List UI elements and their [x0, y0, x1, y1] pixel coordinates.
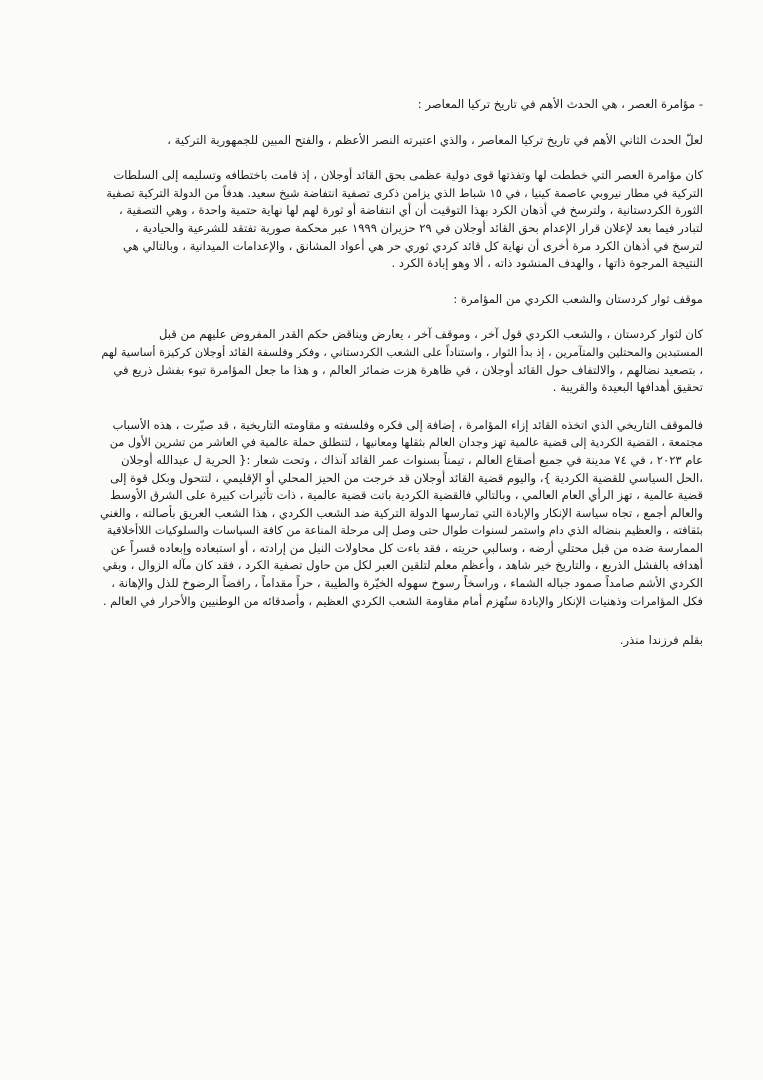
paragraph-conspiracy [100, 167, 703, 273]
paragraph-historic-stance [100, 417, 703, 611]
paragraph-line: الكردي الأشم صامداً صمود جباله الشماء ، وراسخاً رسوخ سهوله الخيّرة والطيبة ، حراً مقداماً ، رافضاً الرضوخ للذل والإهانة ، [111, 576, 703, 591]
paragraph-line: التركية في مطار نيروبي عاصمة كينيا ، في ١٥ شباط الذي يزامن ذكرى تصفية انتفاضة شيخ سعيد. هدفاً من الدولة التركية تصفية [106, 185, 703, 200]
paragraph-line: لترسخ في أذهان الكرد مرة أخرى أن نهاية كل قائد كردي ثوري حر هي أعواد المشانق ، والإعدامات الميدانية ، وبالتالي هي [122, 238, 703, 253]
paragraph-line: قضية عالمية ، تهز الرأي العام العالمي ، وبالتالي فالقضية الكردية باتت قضية عالمية ، ذات تأثيرات كبيرة على الشرق الأوسط [110, 488, 703, 503]
article-heading: - مؤامرة العصر ، هي الحدث الأهم في تاريخ تركيا المعاصر : [417, 97, 703, 111]
paragraph-line: ،الحل السياسي للقضية الكردية }، واليوم قضية القائد أوجلان قد خرجت من الحيز المحلي أو الإقليمي ، لتتحول وبكل قوة إلى [110, 470, 703, 485]
paragraph-line: كان مؤامرة العصر التي خططت لها وتفذتها قوى دولية عظمى بحق القائد أوجلان ، إذ قامت باختطافه وتسليمه إلى السلطات [113, 168, 703, 183]
paragraph-line: الممارسة ضده من قبل محتلي أرضه ، وسالبي حريته ، فقد باءت كل محاولات النيل من إرادته ، أو استبعاده وإبعاده قسراً عن [110, 540, 703, 555]
paragraph-line: أهدافه بالفشل الذريع ، والتاريخ خير شاهد ، وأعظم معلم لتلقين العبر لكل من حاول تصفية الكرد ، فقد كان مآله الزوال ، وبقي [102, 558, 703, 573]
paragraph-line: النتيجة المرجوة ذاتها ، والهدف المنشود ذاته ، ألا وهو إبادة الكرد . [391, 256, 703, 271]
paragraph-line: كان لثوار كردستان ، والشعب الكردي قول آخر ، وموقف آخر ، يعارض ويناقض حكم القدر المفروض عليهم من قبل [159, 327, 703, 342]
section-heading: موقف ثوار كردستان والشعب الكردي من المؤامرة : [453, 291, 703, 306]
paragraph-line: مجتمعة ، القضية الكردية إلى قضية عالمية تهز وجدان العالم بثقلها ومعانيها ، لتنطلق حملة عالمية في العاشر من تشرين الأول من [109, 436, 703, 450]
paragraph-line: لتبادر فيما بعد لإعلان قرار الإعدام بحق القائد أوجلان في ٢٩ حزيران ١٩٩٩ عبر محكمة صورية تفتقد للشرعية والحيادية ، [135, 220, 703, 235]
paragraph-line: والعالم أجمع ، تجاه سياسة الإنكار والإبادة التي تمارسها الدولة التركية ضد الشعب الكردي ، هذا الشعب العريق بأصالته ، والغني [100, 505, 703, 520]
paragraph-line: فالموقف التاريخي الذي اتخذه القائد إزاء المؤامرة ، إضافة إلى فكره وفلسفته و مقاومته التاريخية ، قد صيّرت ، هذه الأسباب [112, 417, 703, 432]
paragraph-line: عام ٢٠٢٣ ، في ٧٤ مدينة في جميع أصقاع العالم ، تيمناً بسنوات عمر القائد آنذاك ، وتحت شعار :{ الحرية ل عبدالله أوجلان [121, 452, 703, 467]
paragraph-line: المستبدين والمحتلين والمتآمرين ، إذ بدأ الثوار ، واستناداً على الشعب الكردستاني ، وفكر وفلسفة القائد أوجلان كركيزة أساسية لهم [101, 345, 703, 359]
author-signature: بقلم فرزندا منذر. [619, 633, 703, 648]
paragraph-line: ، بتصعيد نضالهم ، والالتفاف حول القائد أوجلان ، في ظاهرة هزت ضمائر العالم ، و هذا ما جعل المؤامرة تبوء بفشل ذريع في [113, 362, 703, 377]
paragraph-line: بثقافته ، والعظيم بنضاله الذي دام واستمر لسنوات طوال حتى وصل إلى مرحلة المناعة من كافة السياسات والسلوكيات اللاأخلاقية [106, 524, 703, 538]
intro-paragraph: لعلّ الحدث الثاني الأهم في تاريخ تركيا المعاصر ، والذي اعتبرته النصر الأعظم ، والفتح المبين للجمهورية التركية ، [167, 132, 703, 147]
paragraph-line: تحقيق أهدافها البعيدة والقريبة . [552, 380, 703, 395]
paragraph-position [100, 326, 703, 396]
paragraph-line: الثورة الكردستانية ، ولترسخ في أذهان الكرد بهذا التوقيت أن أي انتفاضة أو ثورة لهم لها نهاية حتمية واحدة ، وهي التصفية ، [118, 203, 703, 218]
paragraph-line: فكل المؤامرات وذهنيات الإنكار والإبادة ستُهزم أمام مقاومة الشعب الكردي العظيم ، وأصدقائه من الوطنيين والأحرار في العالم . [102, 593, 703, 608]
